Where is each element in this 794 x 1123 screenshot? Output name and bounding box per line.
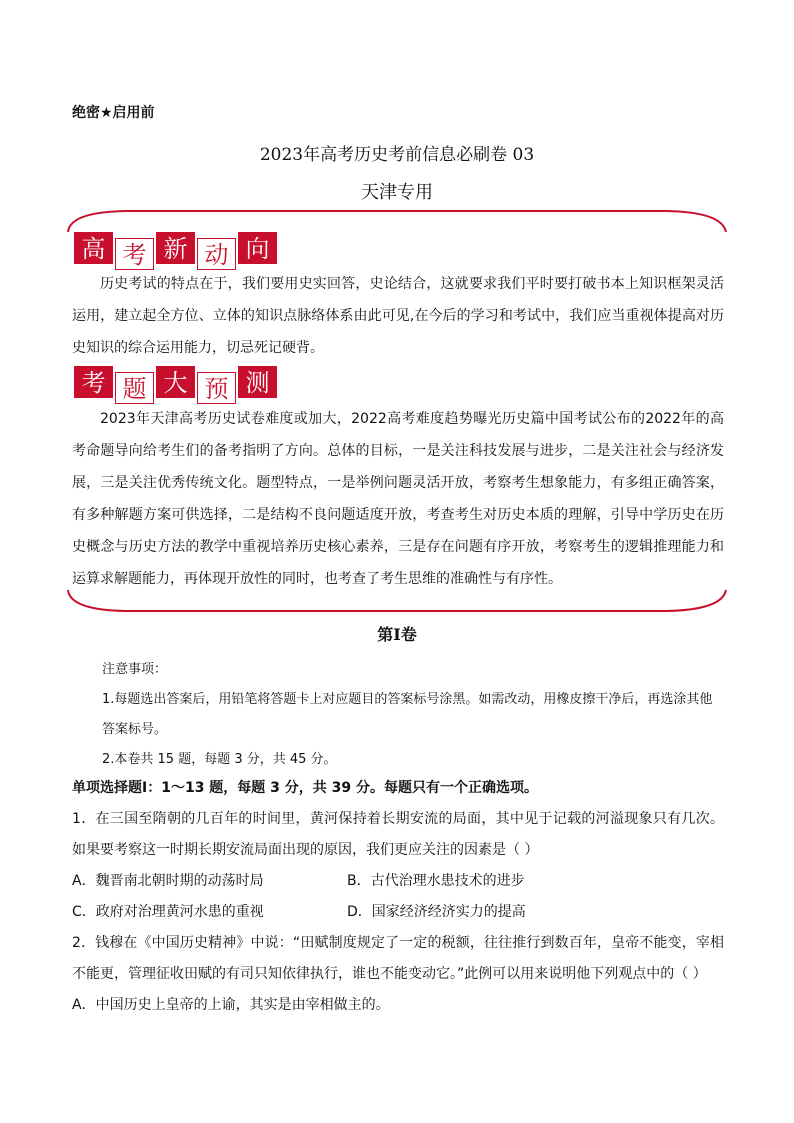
badge-char: 动 [197,238,236,270]
paper-subtitle: 天津专用 [361,182,433,203]
notes-item-2: 2.本卷共 15 题，每题 3 分，共 45 分。 [102,752,337,767]
section-instructions: 单项选择题Ⅰ：1～13 题，每题 3 分，共 39 分。每题只有一个正确选项。 [72,780,539,796]
frame-bottom-curve [66,588,728,614]
question-1-options [72,866,724,928]
option-a: A．魏晋南北朝时期的动荡时局 [72,873,264,889]
question-2-stem: 2．钱穆在《中国历史精神》中说：“田赋制度规定了一定的税额，往往推行到数百年，皇帝不能变，宰相不能更，管理征收田赋的有司只知依律执行，谁也不能变动它。”此例可以用来说明他下列观点中的（ ） [72,935,724,982]
option-b: B．古代治理水患技术的进步 [347,873,525,889]
notes-heading: 注意事项： [102,662,168,677]
badge-char: 大 [156,366,195,398]
question-2-option-a: A．中国历史上皇帝的上谕，其实是由宰相做主的。 [72,997,390,1013]
badge-char: 新 [156,232,195,264]
badge-char: 向 [238,232,277,264]
option-c: C．政府对治理黄河水患的重视 [72,904,264,920]
paper-title: 2023年高考历史考前信息必刷卷 03 [259,145,535,165]
section-title: 第Ⅰ卷 [377,625,417,644]
badge-char: 高 [74,232,113,264]
badge-exam-trend [74,232,277,270]
badge-char: 考 [74,366,113,398]
questions-block [72,773,724,1021]
prediction-paragraph: 2023年天津高考历史试卷难度或加大，2022高考难度趋势曝光历史篇中国考试公布的2022年的高考命题导向给考生们的备考指明了方向。总体的目标，一是关注科技发展与进步，二是关注社会与经济发展，三是关注优秀传统文化。题型特点，一是举例问题灵活开放，考察考生想象能力，有多组正确答案，有多种解题方案可供选择，二是结构不良问题适度开放，考查考生对历史本质的理解，引导中学历史在历史概念与历史方法的教学中重视培养历史核心素养，三是存在问题有序开放，考察考生的逻辑推理能力和运算求解题能力，再体现开放性的同时，也考查了考生思维的准确性与有序性。 [72,411,724,587]
confidential-mark: 绝密★启用前 [72,105,155,121]
frame-top-curve [66,208,728,234]
badge-char: 题 [115,372,154,404]
notes-item-1: 1.每题选出答案后，用铅笔将答题卡上对应题目的答案标号涂黑。如需改动，用橡皮擦干净后，再选涂其他答案标号。 [102,692,713,737]
badge-char: 预 [197,372,236,404]
question-1-stem: 1．在三国至隋朝的几百年的时间里，黄河保持着长期安流的局面，其中见于记载的河溢现象只有几次。如果要考察这一时期长期安流局面出现的原因，我们更应关注的因素是（ ） [72,811,724,858]
option-d: D．国家经济经济实力的提高 [347,904,526,920]
badge-exam-prediction [74,366,277,404]
notes-block [102,655,722,775]
badge-char: 考 [115,238,154,270]
badge-char: 测 [238,366,277,398]
trend-paragraph: 历史考试的特点在于，我们要用史实回答，史论结合，这就要求我们平时要打破书本上知识框架灵活运用，建立起全方位、立体的知识点脉络体系由此可见,在今后的学习和考试中，我们应当重视体提高对历史知识的综合运用能力，切忌死记硬背。 [72,276,724,356]
